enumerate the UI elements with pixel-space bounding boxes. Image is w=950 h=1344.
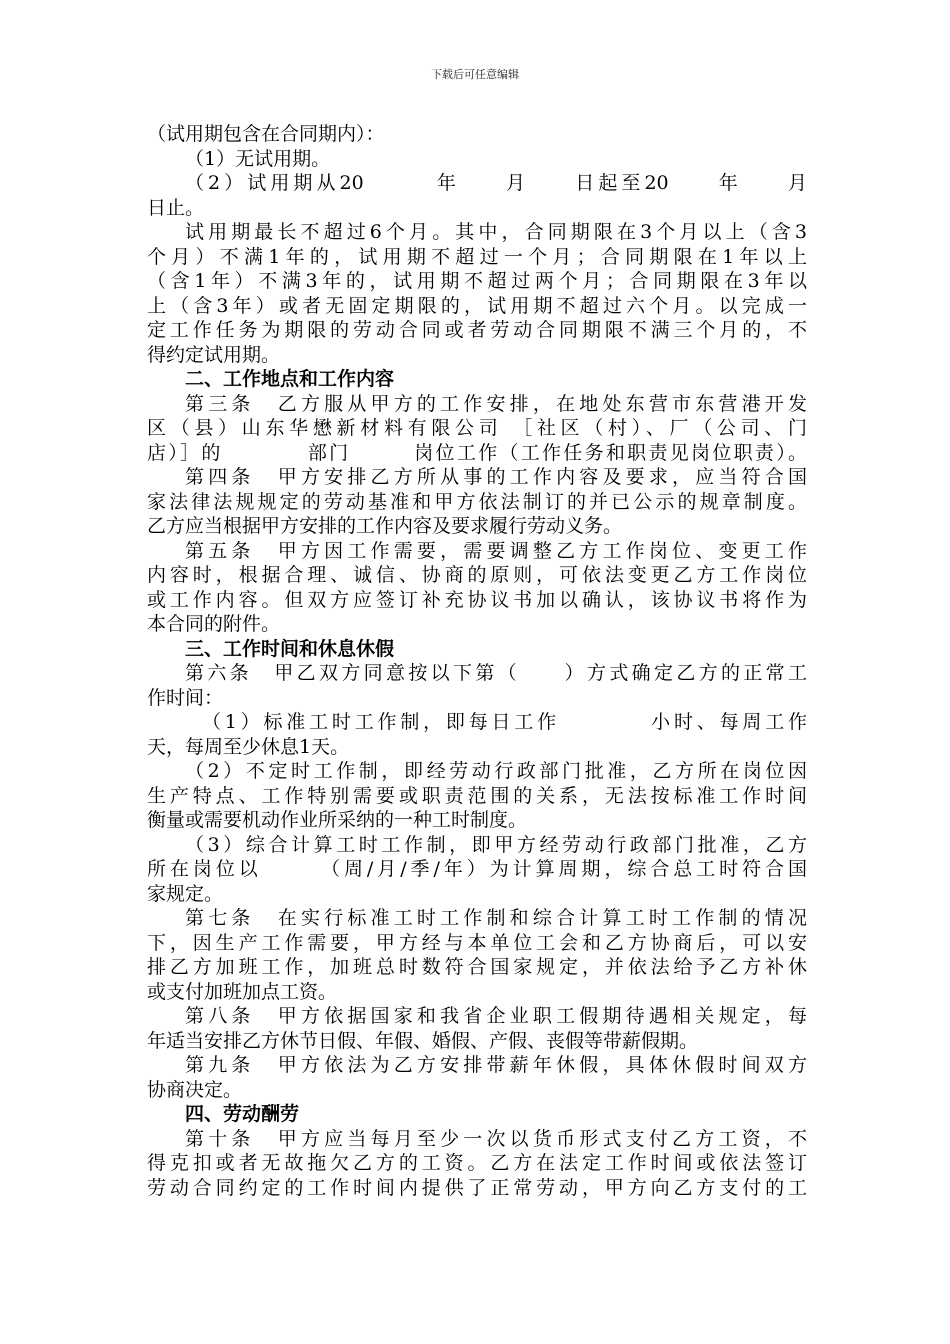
text-line: 作时间：: [147, 686, 224, 709]
text-line: 家法律法规规定的劳动基准和甲方依法制订的并已公示的规章制度。: [147, 490, 807, 513]
text-line: 第六条 甲乙双方同意按以下第（ ）方式确定乙方的正常工: [185, 662, 807, 684]
text-line: 下，因生产工作需要，甲方经与本单位工会和乙方协商后，可以安: [147, 931, 807, 954]
section-heading: 二、工作地点和工作内容: [185, 368, 395, 390]
text-line: （2）试用期从20 年 月 日起至20 年 月: [185, 172, 807, 194]
text-line: （1）标准工时工作制，即每日工作 小时、每周工作: [202, 711, 807, 733]
text-line: （2）不定时工作制，即经劳动行政部门批准，乙方所在岗位因: [185, 760, 807, 782]
text-line: 年适当安排乙方休节日假、年假、婚假、产假、丧假等带薪假期。: [147, 1029, 699, 1052]
text-line: 劳动合同约定的工作时间内提供了正常劳动，甲方向乙方支付的工: [147, 1176, 807, 1199]
document-body: [147, 122, 807, 1200]
text-line: 上（含3年）或者无固定期限的，试用期不超过六个月。以完成一: [147, 294, 807, 317]
section-heading: 四、劳动酬劳: [185, 1103, 300, 1125]
text-line: 定工作任务为期限的劳动合同或者劳动合同期限不满三个月的，不: [147, 319, 807, 341]
text-line: 第三条 乙方服从甲方的工作安排，在地处东营市东营港开发: [185, 392, 807, 415]
text-line: 第八条 甲方依据国家和我省企业职工假期待遇相关规定，每: [185, 1005, 807, 1027]
text-line: 第七条 在实行标准工时工作制和综合计算工时工作制的情况: [185, 907, 807, 929]
text-line: 所在岗位以 （周/月/季/年）为计算周期，综合总工时符合国: [147, 858, 807, 880]
section-heading: 三、工作时间和休息休假: [185, 637, 395, 660]
text-line: 试用期最长不超过6个月。其中，合同期限在3个月以上（含3: [185, 221, 807, 243]
text-line: 或支付加班加点工资。: [147, 980, 338, 1003]
text-line: 乙方应当根据甲方安排的工作内容及要求履行劳动义务。: [147, 515, 623, 537]
text-line: 天，每周至少休息1天。: [147, 735, 350, 758]
text-line: 排乙方加班工作，加班总时数符合国家规定，并依法给予乙方补休: [147, 956, 807, 978]
text-line: 第十条 甲方应当每月至少一次以货币形式支付乙方工资，不: [185, 1127, 807, 1150]
text-line: 得约定试用期。: [147, 343, 281, 366]
text-line: （含1年）不满3年的，试用期不超过两个月；合同期限在3年以: [147, 270, 807, 292]
text-line: 本合同的附件。: [147, 613, 281, 635]
text-line: 或工作内容。但双方应签订补充协议书加以确认，该协议书将作为: [147, 588, 807, 611]
page-header: 下载后可任意编辑: [431, 68, 519, 81]
text-line: 内容时，根据合理、诚信、协商的原则，可依法变更乙方工作岗位: [147, 564, 807, 586]
text-line: 第九条 甲方依法为乙方安排带薪年休假，具体休假时间双方: [185, 1054, 807, 1076]
text-line: （1）无试用期。: [185, 147, 331, 170]
text-line: 店）］的 部门 岗位工作（工作任务和职责见岗位职责）。: [147, 441, 807, 464]
text-line: 协商决定。: [147, 1078, 243, 1101]
text-line: 生产特点、工作特别需要或职责范围的关系，无法按标准工作时间: [147, 784, 807, 807]
text-line: 个月）不满1年的，试用期不超过一个月；合同期限在1年以上: [147, 245, 807, 268]
text-line: 日止。: [147, 196, 205, 219]
text-line: （3）综合计算工时工作制，即甲方经劳动行政部门批准，乙方: [185, 833, 807, 856]
text-line: 区（县）山东华懋新材料有限公司 ［社区（村）、厂（公司、门: [147, 417, 807, 439]
text-line: 第五条 甲方因工作需要，需要调整乙方工作岗位、变更工作: [185, 539, 807, 562]
text-line: 家规定。: [147, 882, 224, 905]
text-line: 衡量或需要机动作业所采纳的一种工时制度。: [147, 809, 528, 831]
text-line: 第四条 甲方安排乙方所从事的工作内容及要求，应当符合国: [185, 466, 807, 488]
text-line: 得克扣或者无故拖欠乙方的工资。乙方在法定工作时间或依法签订: [147, 1152, 807, 1174]
text-line: （试用期包含在合同期内）：: [147, 123, 385, 145]
